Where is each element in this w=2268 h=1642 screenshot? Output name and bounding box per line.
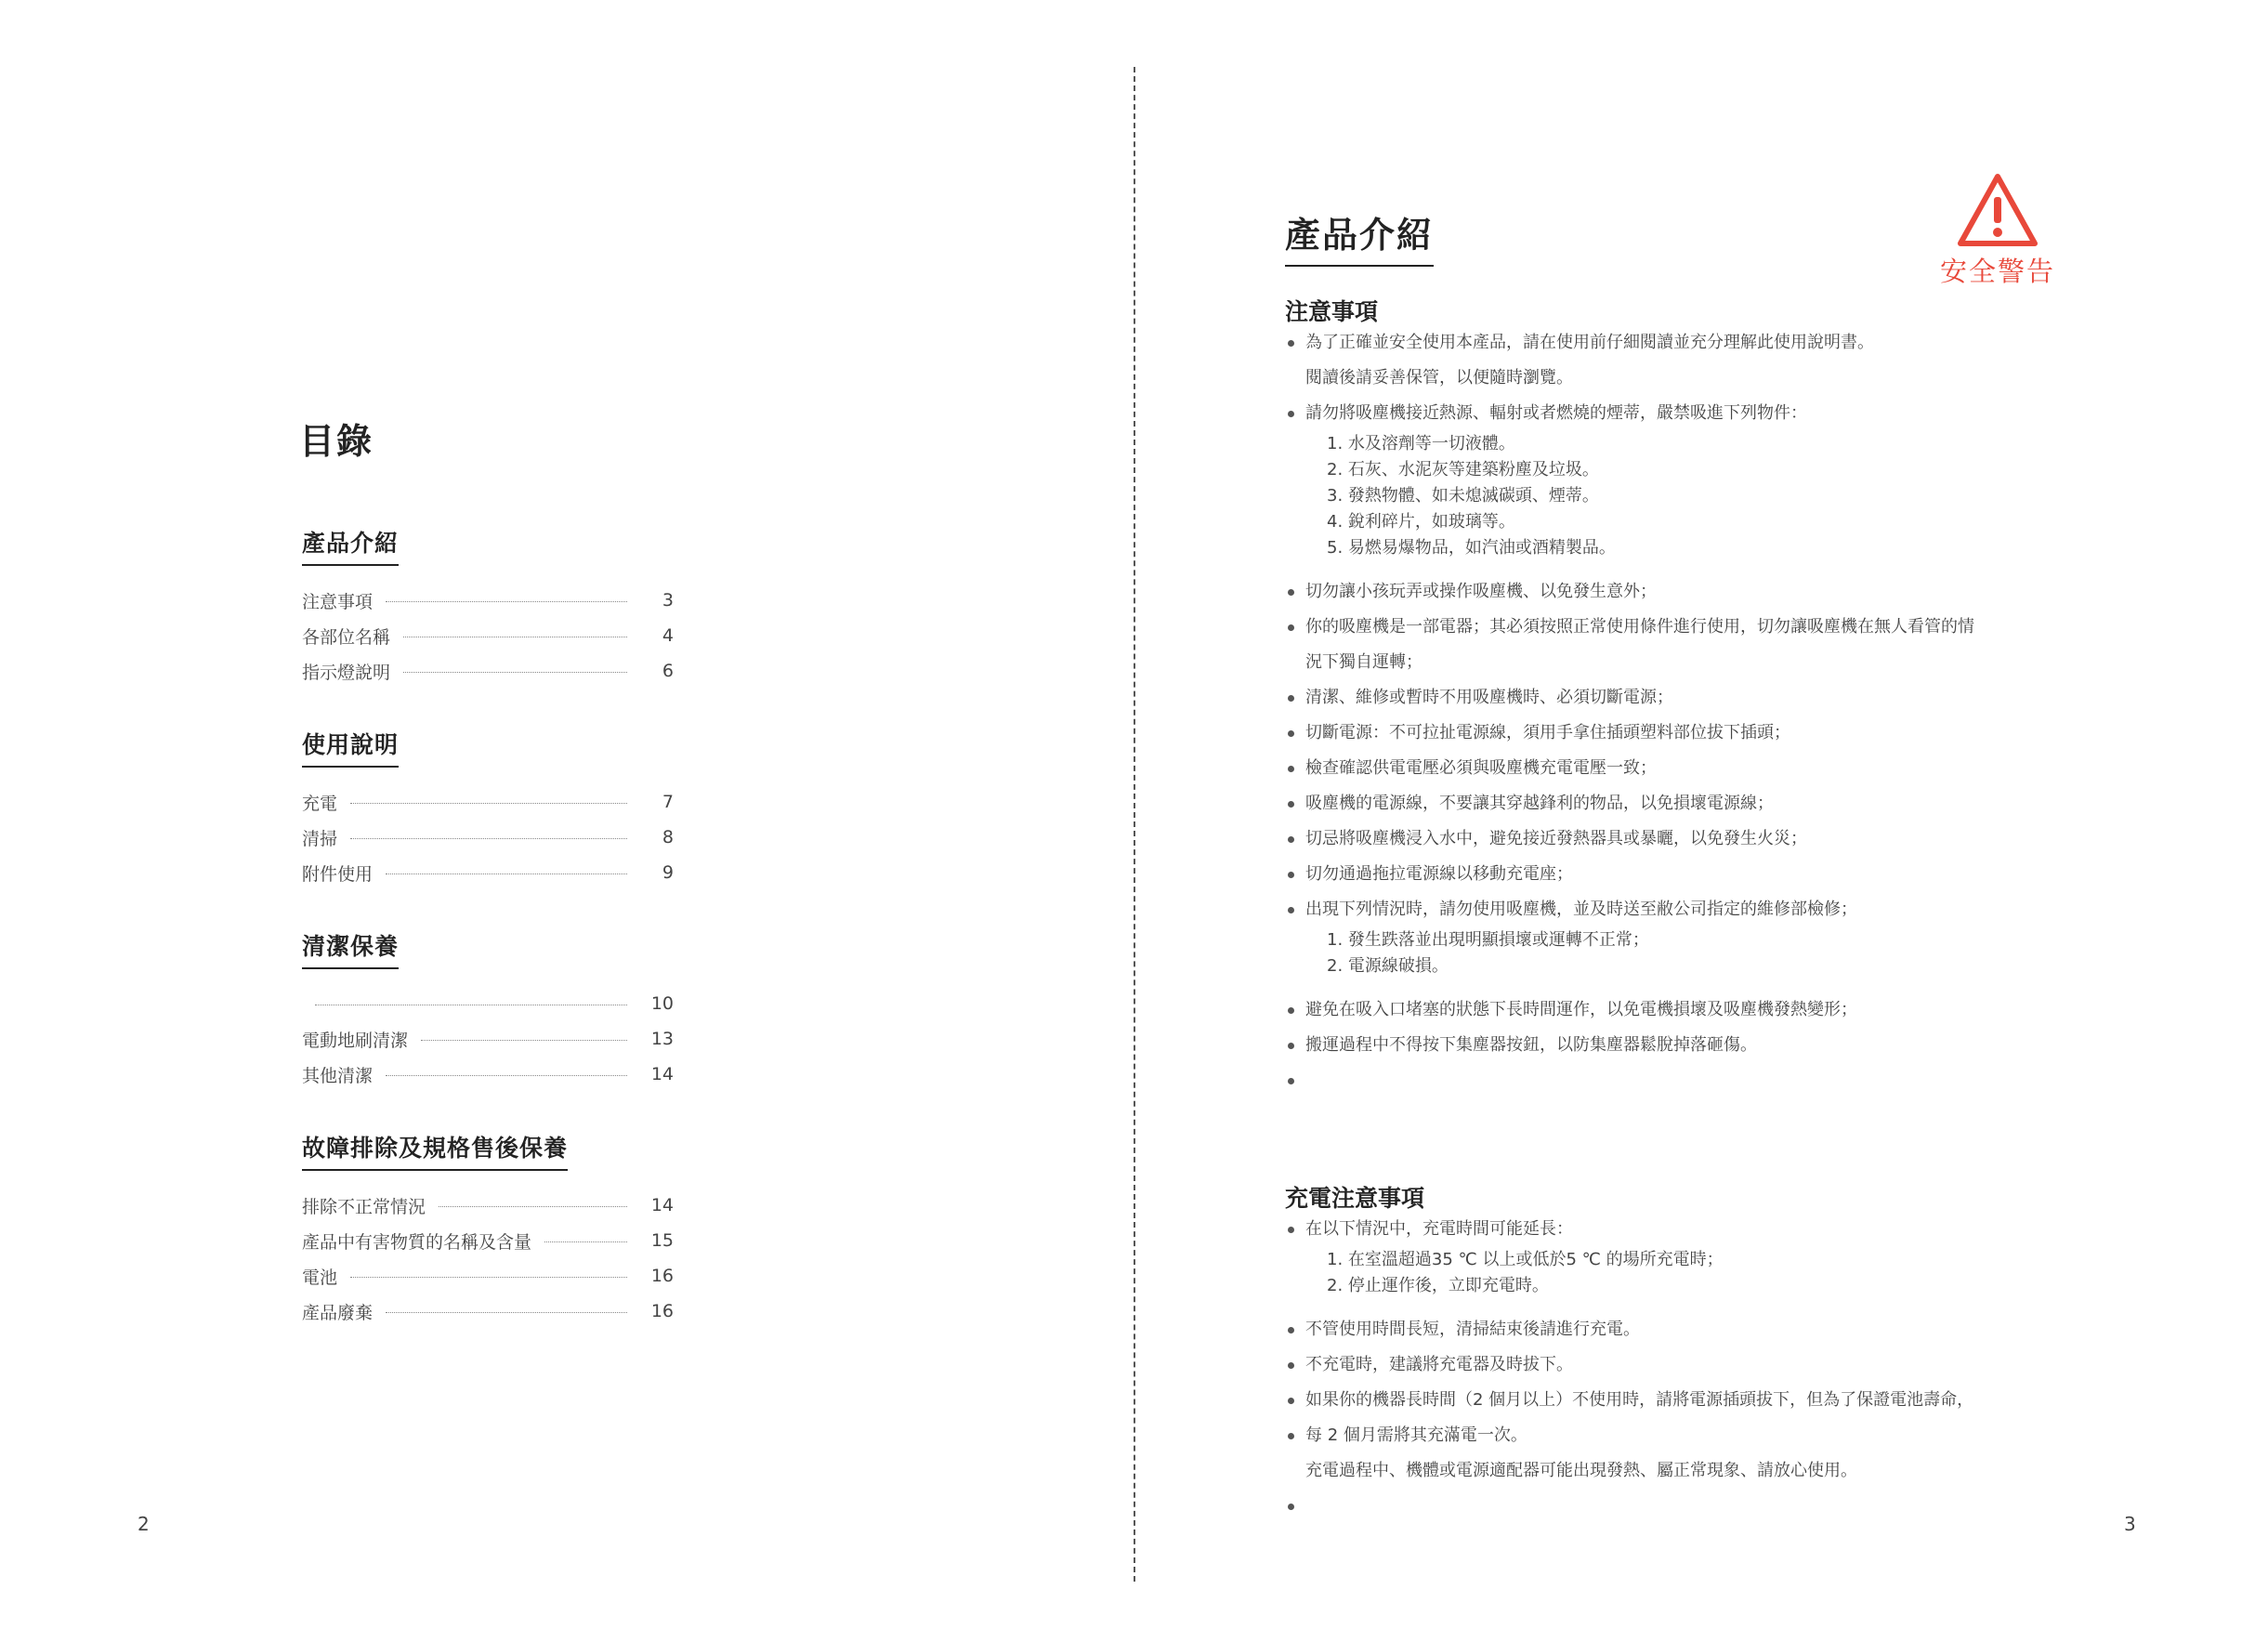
section-title: 產品介紹 <box>1285 206 1434 267</box>
bullet-continuation: 況下獨自運轉； <box>1305 652 1422 672</box>
bullet-item: 如果你的機器長時間（2 個月以上）不使用時，請將電源插頭拔下，但為了保證電池壽命， <box>1285 1383 2065 1418</box>
safety-warning <box>1937 171 2058 289</box>
toc-dot-leader <box>350 803 627 804</box>
toc-entry[interactable] <box>302 986 674 1021</box>
numbered-sub-item: 1. 在室溫超過35 ℃ 以上或低於5 ℃ 的場所充電時； <box>1327 1250 1724 1269</box>
toc-section <box>302 1130 674 1329</box>
toc-dot-leader <box>386 1312 627 1313</box>
toc-entry[interactable] <box>302 1294 674 1329</box>
bullet-item <box>1285 1489 2065 1524</box>
numbered-sub-item: 1. 水及溶劑等一切液體。 <box>1327 434 1515 453</box>
toc-entry-page: 13 <box>650 1029 674 1049</box>
bullet-item: 為了正確並安全使用本產品，請在使用前仔細閱讀並充分理解此使用說明書。 <box>1285 325 2065 361</box>
toc-section <box>302 928 674 1092</box>
toc-entry[interactable] <box>302 784 674 820</box>
bullet-item <box>1285 1063 2065 1098</box>
toc-entry-label: 電池 <box>302 1267 338 1288</box>
bullet-item: 不管使用時間長短，清掃結束後請進行充電。 <box>1285 1312 2065 1347</box>
spacer <box>1285 979 2065 992</box>
toc-entry-label: 排除不正常情況 <box>302 1196 426 1217</box>
toc-section-heading: 產品介紹 <box>302 525 399 566</box>
numbered-sub-item: 1. 發生跌落並出現明顯損壞或運轉不正常； <box>1327 930 1649 950</box>
toc-entry-label: 電動地刷清潔 <box>302 1030 409 1051</box>
toc-dot-leader <box>439 1206 627 1207</box>
bullet-item: 清潔、維修或暫時不用吸塵機時、必須切斷電源； <box>1285 680 2065 716</box>
toc-entry-page: 4 <box>662 625 674 646</box>
toc-section <box>302 525 674 689</box>
warning-triangle-icon <box>1956 171 2039 249</box>
toc-entry[interactable] <box>302 1021 674 1057</box>
toc-entry-page: 10 <box>650 993 674 1014</box>
toc-dot-leader <box>350 1277 627 1278</box>
toc-entry[interactable] <box>302 1223 674 1258</box>
page-number-right: 3 <box>2124 1513 2136 1535</box>
toc-section-heading: 使用說明 <box>302 727 399 768</box>
bullet-item: 檢查確認供電電壓必須與吸塵機充電電壓一致； <box>1285 751 2065 786</box>
toc-entry[interactable] <box>302 583 674 618</box>
toc-section <box>302 727 674 890</box>
numbered-sub-item: 4. 銳利碎片，如玻璃等。 <box>1327 512 1515 532</box>
page-number-left: 2 <box>138 1513 150 1535</box>
bullet-item: 不充電時，建議將充電器及時拔下。 <box>1285 1347 2065 1383</box>
numbered-sub-item: 2. 石灰、水泥灰等建築粉塵及垃圾。 <box>1327 460 1599 479</box>
toc-entry-label: 清掃 <box>302 828 338 849</box>
toc-entry-page: 14 <box>650 1064 674 1084</box>
toc-entry[interactable] <box>302 618 674 653</box>
toc-entry[interactable] <box>302 1057 674 1092</box>
toc-entry[interactable] <box>302 820 674 855</box>
toc-entry-label: 產品中有害物質的名稱及含量 <box>302 1231 532 1253</box>
toc-title: 目錄 <box>299 421 374 462</box>
toc-entry[interactable] <box>302 855 674 890</box>
toc-entry-label: 附件使用 <box>302 863 374 885</box>
toc-entry-label: 注意事項 <box>302 591 374 612</box>
notice-content <box>1285 325 2065 1098</box>
bullet-item: 請勿將吸塵機接近熱源、輻射或者燃燒的煙蒂，嚴禁吸進下列物件： <box>1285 396 2065 431</box>
bullet-item: 切斷電源：不可拉扯電源線，須用手拿住插頭塑料部位拔下插頭； <box>1285 716 2065 751</box>
bullet-item: 在以下情況中，充電時間可能延長： <box>1285 1212 2065 1247</box>
toc-dot-leader <box>544 1241 627 1242</box>
toc-entry-page: 8 <box>662 827 674 847</box>
toc-entry-label: 其他清潔 <box>302 1065 374 1086</box>
toc-entry[interactable] <box>302 653 674 689</box>
bullet-item: 避免在吸入口堵塞的狀態下長時間運作，以免電機損壞及吸塵機發熱變形； <box>1285 992 2065 1028</box>
numbered-sub-item: 2. 停止運作後，立即充電時。 <box>1327 1276 1549 1295</box>
bullet-item: 出現下列情況時，請勿使用吸塵機，並及時送至敝公司指定的維修部檢修； <box>1285 892 2065 927</box>
toc-dot-leader <box>386 601 627 602</box>
numbered-sub-item: 3. 發熱物體、如未熄滅碳頭、煙蒂。 <box>1327 486 1599 506</box>
toc-entry-label: 充電 <box>302 793 338 814</box>
toc-dot-leader <box>421 1040 627 1041</box>
toc-entry-page: 7 <box>662 792 674 812</box>
bullet-item: 搬運過程中不得按下集塵器按鈕，以防集塵器鬆脫掉落砸傷。 <box>1285 1028 2065 1063</box>
charging-content <box>1285 1212 2065 1524</box>
numbered-sub-item: 2. 電源線破損。 <box>1327 956 1449 976</box>
toc-dot-leader <box>350 838 627 839</box>
bullet-item: 切勿通過拖拉電源線以移動充電座； <box>1285 857 2065 892</box>
toc-dot-leader <box>403 672 627 673</box>
toc-entry[interactable] <box>302 1188 674 1223</box>
bullet-item: 切勿讓小孩玩弄或操作吸塵機、以免發生意外； <box>1285 574 2065 610</box>
spacer <box>1285 561 2065 574</box>
toc-entry-label: 各部位名稱 <box>302 626 391 648</box>
toc-entry-label: 產品廢棄 <box>302 1302 374 1323</box>
toc-entry-page: 16 <box>650 1266 674 1286</box>
toc-entry[interactable] <box>302 1258 674 1294</box>
bullet-item: 切忌將吸塵機浸入水中，避免接近發熱器具或暴曬，以免發生火災； <box>1285 821 2065 857</box>
spacer <box>1285 1299 2065 1312</box>
warning-label: 安全警告 <box>1939 256 2055 287</box>
toc-entry-label: 指示燈說明 <box>302 662 391 683</box>
bullet-continuation: 充電過程中、機體或電源適配器可能出現發熱、屬正常現象、請放心使用。 <box>1305 1461 1857 1480</box>
toc-entry-page: 16 <box>650 1301 674 1321</box>
toc-entry-page: 3 <box>662 590 674 611</box>
right-page <box>1135 0 2268 1642</box>
toc-section-heading: 清潔保養 <box>302 928 399 969</box>
toc-entry-page: 14 <box>650 1195 674 1215</box>
notice-heading: 注意事項 <box>1285 298 1379 325</box>
bullet-continuation: 閱讀後請妥善保管，以便隨時瀏覽。 <box>1305 368 1573 388</box>
charging-heading: 充電注意事項 <box>1285 1185 1425 1212</box>
numbered-sub-item: 5. 易燃易爆物品，如汽油或酒精製品。 <box>1327 538 1616 558</box>
bullet-item: 吸塵機的電源線，不要讓其穿越鋒利的物品，以免損壞電源線； <box>1285 786 2065 821</box>
toc-dot-leader <box>386 1075 627 1076</box>
toc-entry-page: 6 <box>662 661 674 681</box>
bullet-item: 每 2 個月需將其充滿電一次。 <box>1285 1418 2065 1453</box>
toc-section-heading: 故障排除及規格售後保養 <box>302 1130 568 1171</box>
toc-entry-page: 15 <box>650 1230 674 1251</box>
toc-entry-page: 9 <box>662 862 674 883</box>
bullet-item: 你的吸塵機是一部電器；其必須按照正常使用條件進行使用，切勿讓吸塵機在無人看管的情 <box>1285 610 2065 645</box>
